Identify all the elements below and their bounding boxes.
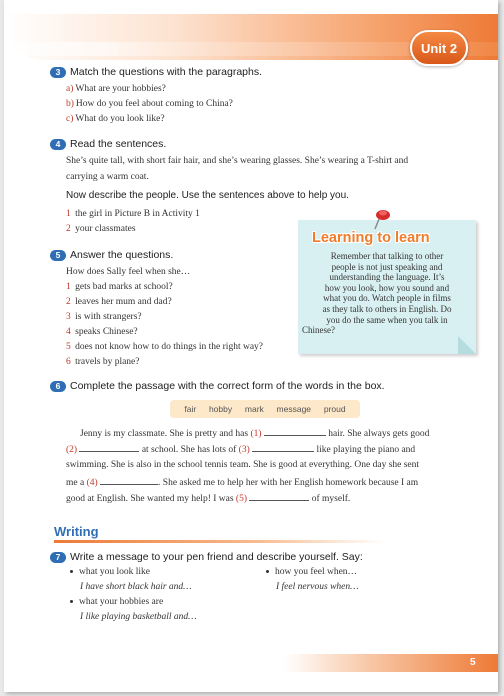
item-number: 5: [66, 342, 71, 352]
page-number: 5: [470, 657, 476, 668]
blank-number: (4): [86, 478, 98, 488]
learning-box-text: [302, 251, 472, 336]
item-number: 4: [66, 327, 71, 337]
passage-text: of myself.: [311, 494, 351, 504]
bullet-look-like: [70, 567, 150, 577]
activity-4-heading: [50, 138, 166, 150]
blank-4-field[interactable]: [100, 476, 158, 485]
word-box-word: mark: [244, 404, 264, 414]
learning-box-title: Learning to learn: [312, 230, 430, 246]
learning-box-line: what you do. Watch people in films: [323, 293, 451, 304]
activity-number: 4: [50, 139, 66, 150]
activity-3-instruction: Match the questions with the paragraphs.: [70, 66, 263, 78]
item-number: 2: [66, 224, 71, 234]
passage-text: . She asked me to help her with her English homework because I am: [158, 478, 419, 488]
bullet-example-1: I have short black hair and…: [80, 582, 192, 592]
option-letter: b): [66, 99, 74, 109]
item-number: 3: [66, 312, 71, 322]
blank-2-field[interactable]: [79, 443, 139, 452]
item-text: travels by plane?: [75, 357, 140, 367]
bullet-text: what your hobbies are: [79, 597, 164, 607]
passage-line-5: [66, 492, 350, 504]
learning-box-line: as they talk to others in English. Do: [322, 303, 452, 314]
item-text: speaks Chinese?: [75, 327, 138, 337]
learning-box-line: Remember that talking to other: [330, 251, 444, 261]
item-number: 6: [66, 357, 71, 367]
activity-5-item-2: [66, 297, 172, 307]
option-text: How do you feel about coming to China?: [75, 99, 233, 109]
learning-to-learn-box: [298, 220, 476, 354]
activity-5-item-6: [66, 357, 140, 367]
bullet-dot: [266, 570, 269, 573]
item-text: does not know how to do things in the right way?: [75, 342, 263, 352]
activity-5-instruction: Answer the questions.: [70, 249, 174, 261]
activity-7-heading: [50, 551, 363, 563]
word-box-word: hobby: [208, 404, 233, 414]
passage-text: like playing the piano and: [316, 445, 416, 455]
option-c: [66, 114, 165, 124]
word-box-word: proud: [323, 404, 346, 414]
footer-banner: [284, 654, 498, 672]
passage-text: Jenny is my classmate. She is pretty and has: [80, 429, 249, 439]
blank-number: (5): [235, 494, 247, 504]
word-box-word: message: [276, 404, 312, 414]
activity-number: 7: [50, 552, 66, 563]
activity-4-item-2: [66, 224, 136, 234]
bullet-feel-when: [266, 567, 357, 577]
writing-underline: [54, 540, 384, 543]
activity-number: 3: [50, 67, 66, 78]
passage-text: me a: [66, 478, 85, 488]
passage-line-2: [66, 443, 415, 455]
activity-5-item-1: [66, 282, 173, 292]
activity-6-instruction: Complete the passage with the correct form of the words in the box.: [70, 380, 385, 392]
sentences-line-1: She’s quite tall, with short fair hair, and she’s wearing glasses. She’s wearing a T-shirt and: [66, 156, 409, 166]
activity-5-item-3: [66, 312, 142, 322]
option-letter: a): [66, 84, 74, 94]
learning-box-line: Chinese?: [302, 325, 335, 336]
textbook-page: [4, 0, 498, 692]
item-number: 1: [66, 209, 71, 219]
item-text: is with strangers?: [75, 312, 142, 322]
passage-line-3: swimming. She is also in the school tennis team. She is good at everything. One day she sent: [66, 460, 420, 470]
option-text: What do you look like?: [75, 114, 165, 124]
bullet-example-2: I like playing basketball and…: [80, 612, 197, 622]
activity-number: 6: [50, 381, 66, 392]
writing-section-title: Writing: [54, 524, 99, 539]
bullet-dot: [70, 570, 73, 573]
bullet-text: how you feel when…: [275, 567, 358, 577]
learning-box-line: how you look, how you sound and: [324, 282, 450, 293]
blank-number: (1): [250, 429, 262, 439]
learning-box-line: you do the same when you talk in: [326, 314, 448, 325]
activity-number: 5: [50, 250, 66, 261]
blank-number: (3): [238, 445, 250, 455]
item-text: leaves her mum and dad?: [75, 297, 172, 307]
passage-line-1: [80, 427, 429, 439]
word-box: [170, 400, 360, 418]
bullet-text: what you look like: [79, 567, 150, 577]
bullet-dot: [70, 600, 73, 603]
item-text: gets bad marks at school?: [75, 282, 173, 292]
blank-number: (2): [66, 445, 78, 455]
learning-box-line: people is not just speaking and: [331, 261, 443, 272]
activity-5-intro: How does Sally feel when she…: [66, 267, 191, 277]
passage-text: hair. She always gets good: [328, 429, 430, 439]
activity-4-subheading: Now describe the people. Use the sentences above to help you.: [66, 190, 349, 201]
option-text: What are your hobbies?: [75, 84, 166, 94]
unit-badge: Unit 2: [410, 30, 468, 66]
activity-5-item-5: [66, 342, 263, 352]
option-letter: c): [66, 114, 74, 124]
page-fold: [458, 336, 476, 354]
bullet-example-3: I feel nervous when…: [276, 582, 359, 592]
blank-1-field[interactable]: [264, 427, 326, 436]
activity-4-instruction: Read the sentences.: [70, 138, 167, 150]
item-number: 2: [66, 297, 71, 307]
sentences-line-2: carrying a warm coat.: [66, 172, 149, 182]
option-b: [66, 99, 233, 109]
word-box-word: fair: [184, 404, 197, 414]
activity-4-item-1: [66, 209, 200, 219]
bullet-hobbies: [70, 597, 163, 607]
option-a: [66, 84, 166, 94]
activity-3-heading: [50, 66, 262, 78]
item-text: the girl in Picture B in Activity 1: [75, 209, 200, 219]
item-text: your classmates: [75, 224, 136, 234]
activity-6-heading: [50, 380, 385, 392]
activity-5-heading: [50, 249, 173, 261]
item-number: 1: [66, 282, 71, 292]
activity-7-instruction: Write a message to your pen friend and describe yourself. Say:: [70, 551, 363, 563]
blank-5-field[interactable]: [249, 492, 309, 501]
passage-text: good at English. She wanted my help! I was: [66, 494, 234, 504]
activity-5-item-4: [66, 327, 138, 337]
blank-3-field[interactable]: [252, 443, 314, 452]
passage-line-4: [66, 476, 418, 488]
pushpin-icon: [371, 207, 393, 231]
learning-box-line: understanding the language. It’s: [329, 272, 445, 283]
passage-text: at school. She has lots of: [141, 445, 237, 455]
